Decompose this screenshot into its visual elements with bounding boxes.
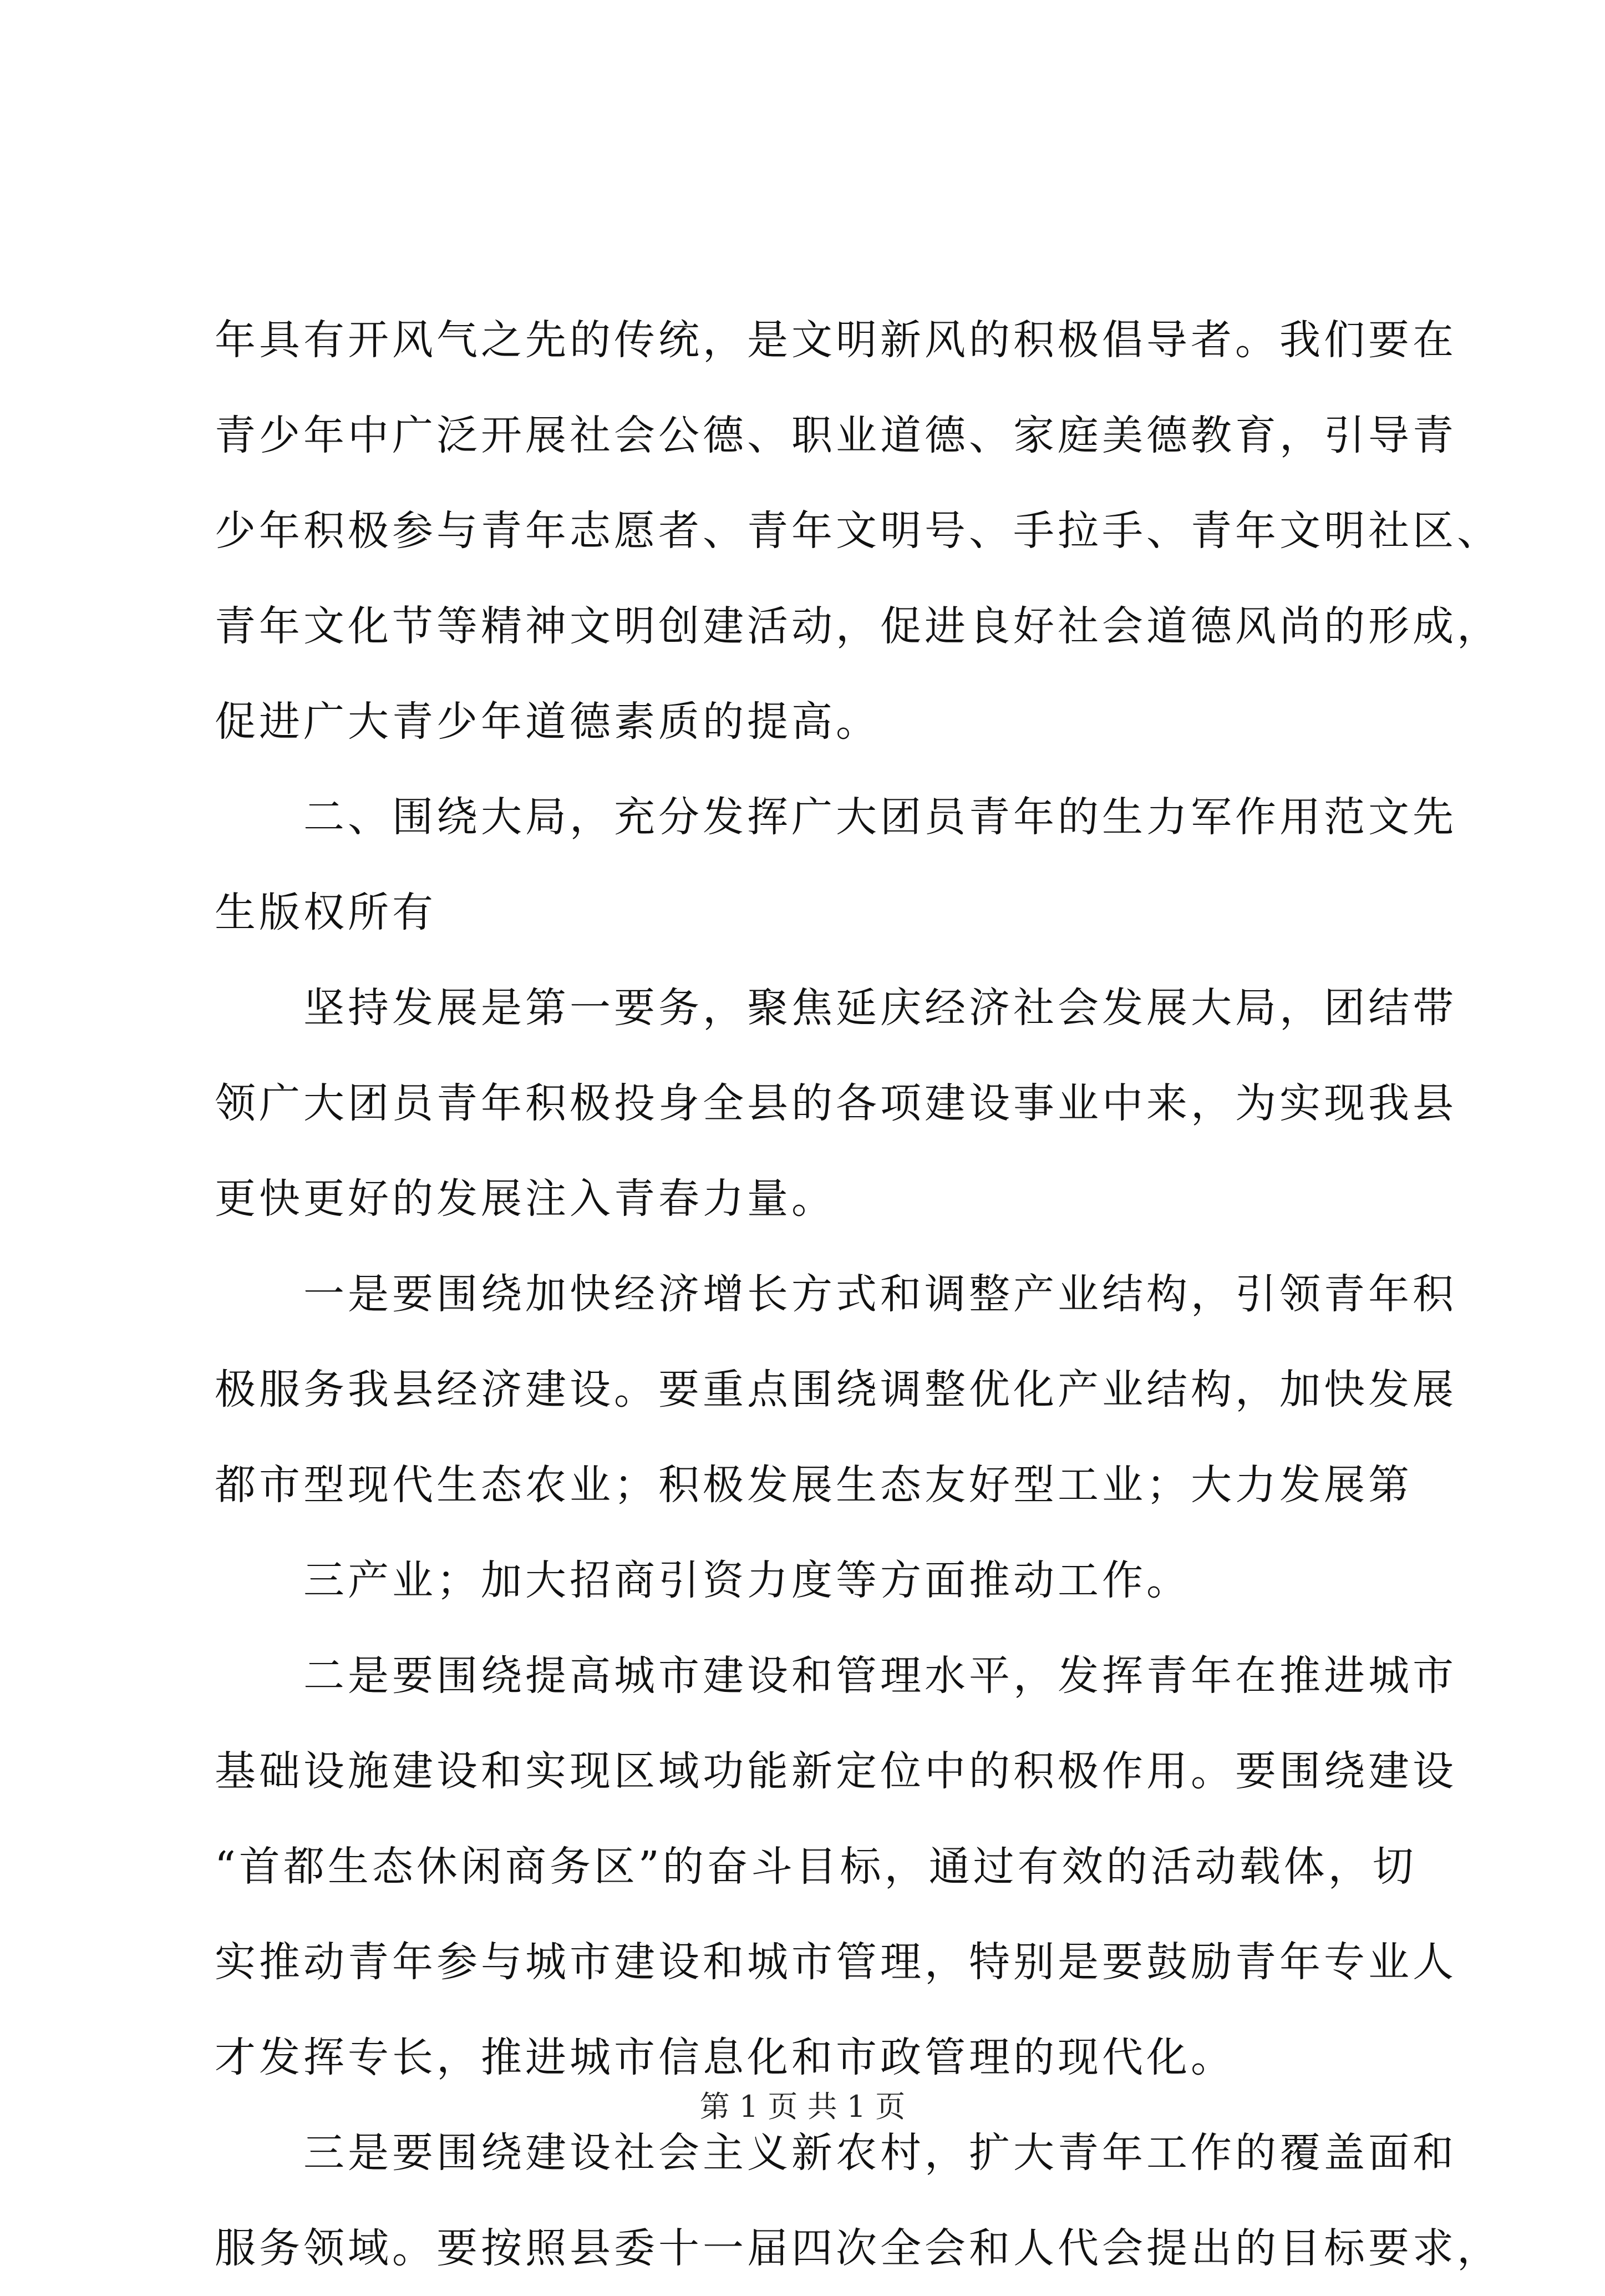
text-line: 二是要围绕提高城市建设和管理水平，发挥青年在推进城市 (215, 1652, 1457, 1700)
text-line: 才发挥专长，推进城市信息化和市政管理的现代化。 (215, 2034, 1235, 2081)
text-line: 一是要围绕加快经济增长方式和调整产业结构，引领青年积 (215, 1270, 1457, 1318)
text-line: 基础设施建设和实现区域功能新定位中的积极作用。要围绕建设 (215, 1747, 1457, 1795)
text-line: 实推动青年参与城市建设和城市管理，特别是要鼓励青年专业人 (215, 1938, 1457, 1986)
text-line: 青年文化节等精神文明创建活动，促进良好社会道德风尚的形成， (215, 602, 1501, 650)
text-line: 促进广大青少年道德素质的提高。 (215, 698, 880, 746)
text-line: 坚持发展是第一要务，聚焦延庆经济社会发展大局，团结带 (215, 984, 1457, 1032)
text-line: 更快更好的发展注入青春力量。 (215, 1175, 836, 1223)
text-line: 三是要围绕建设社会主义新农村，扩大青年工作的覆盖面和 (215, 2129, 1457, 2177)
section-heading-line: 生版权所有 (215, 889, 436, 936)
text-line: 领广大团员青年积极投身全县的各项建设事业中来，为实现我县 (215, 1079, 1457, 1127)
page-number-footer: 第 1 页 共 1 页 (699, 2089, 906, 2124)
text-line: 极服务我县经济建设。要重点围绕调整优化产业结构，加快发展 (215, 1366, 1457, 1413)
text-line: “首都生态休闲商务区”的奋斗目标，通过有效的活动载体，切 (215, 1843, 1417, 1890)
text-line: 年具有开风气之先的传统，是文明新风的积极倡导者。我们要在 (215, 316, 1457, 364)
text-line: 少年积极参与青年志愿者、青年文明号、手拉手、青年文明社区、 (215, 507, 1501, 555)
section-heading-line: 二、围绕大局，充分发挥广大团员青年的生力军作用范文先 (215, 793, 1457, 841)
text-line: 青少年中广泛开展社会公德、职业道德、家庭美德教育，引导青 (215, 412, 1457, 459)
text-line: 都市型现代生态农业；积极发展生态友好型工业；大力发展第 (215, 1461, 1413, 1509)
text-line: 服务领域。要按照县委十一届四次全会和人代会提出的目标要求， (215, 2224, 1501, 2272)
text-line: 三产业；加大招商引资力度等方面推动工作。 (215, 1557, 1191, 1604)
document-body (215, 292, 1501, 2296)
